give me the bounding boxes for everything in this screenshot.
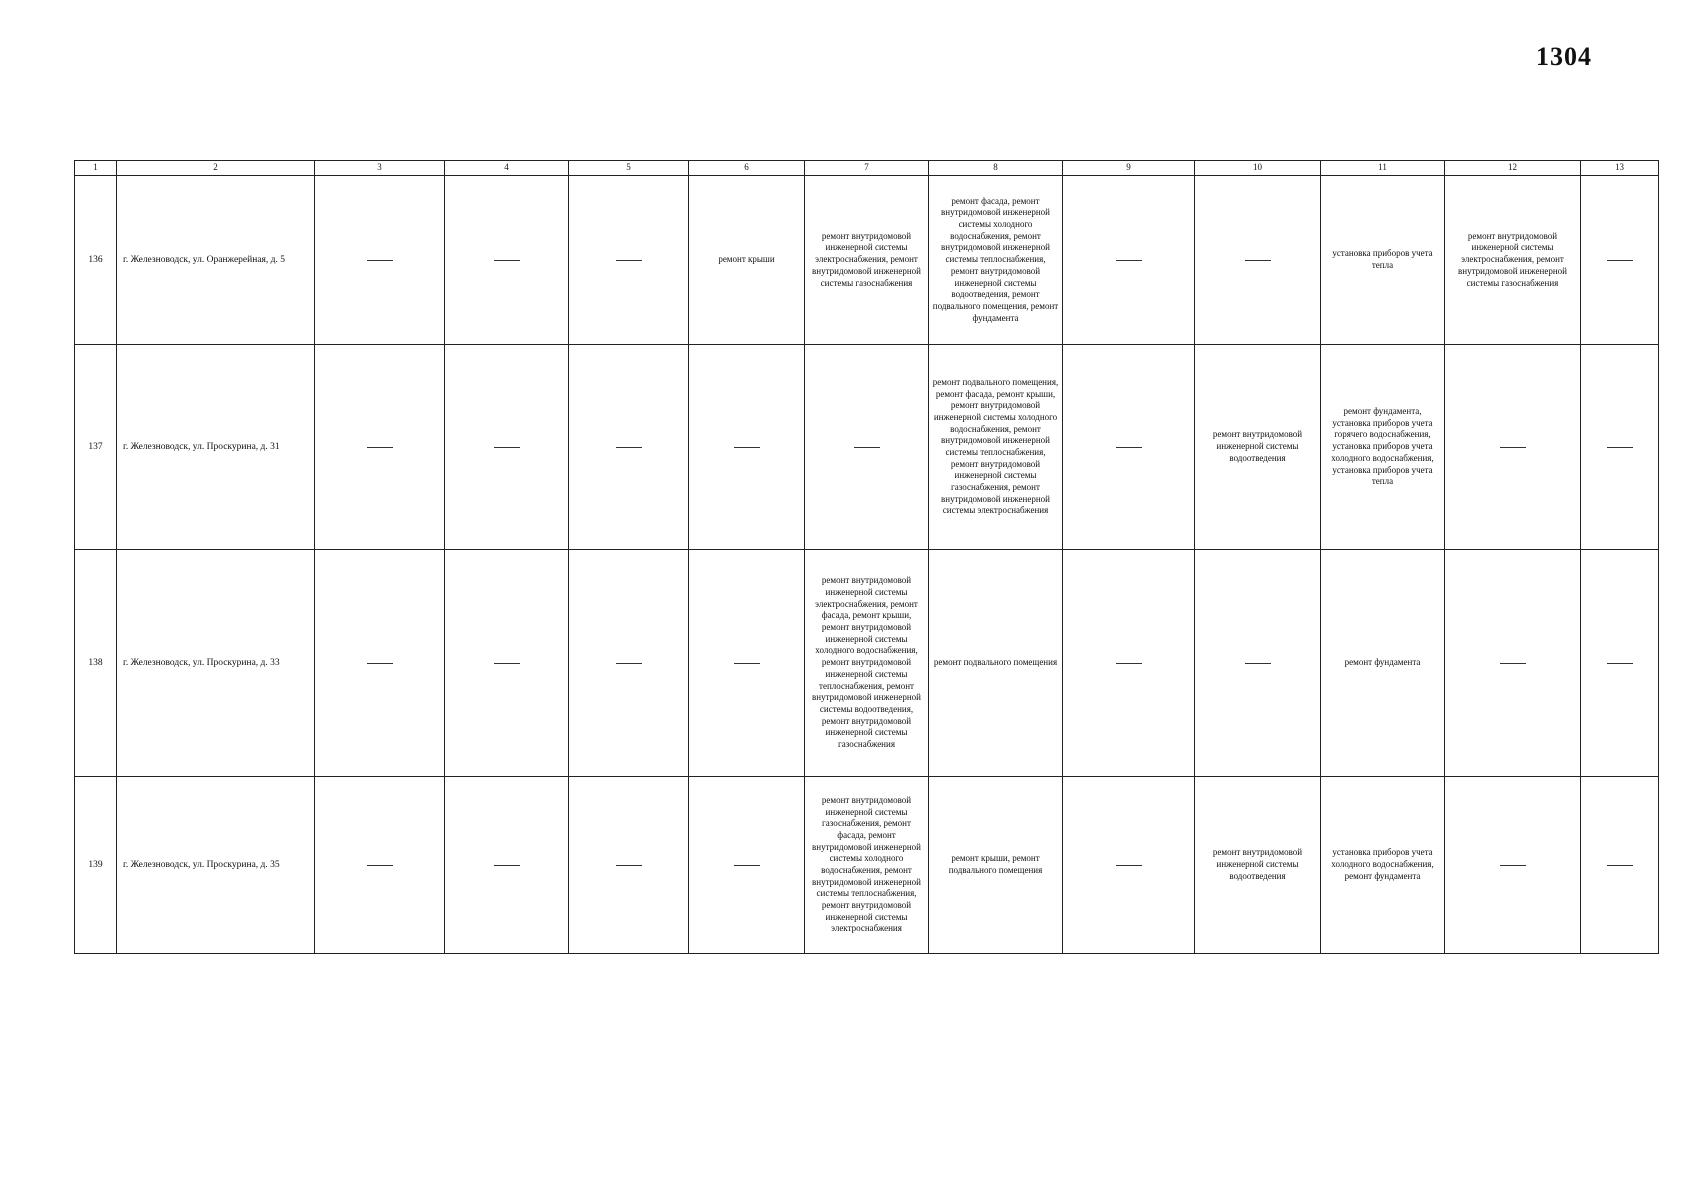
empty-dash (854, 447, 880, 448)
work-description: ремонт внутридомовой инженерной системы газоснабжения, ремонт фасада, ремонт внутридомовой инженерной системы холодного водоснабжения, ремонт внутридомовой инженерной системы теплоснабжения, ремонт внутридомовой инженерной системы электроснабжения (812, 794, 921, 934)
empty-dash (367, 447, 393, 448)
column-header-1: 1 (75, 161, 117, 176)
empty-dash (1500, 663, 1526, 664)
work-description: ремонт фундамента, установка приборов учета горячего водоснабжения, установка приборов учета холодного водоснабжения, установка приборов учета тепла (1331, 406, 1434, 487)
cell-col-8 (929, 176, 1063, 345)
column-header-13: 13 (1581, 161, 1659, 176)
cell-col-7 (805, 550, 929, 777)
work-description: ремонт крыши (718, 254, 775, 265)
column-header-2: 2 (117, 161, 315, 176)
cell-col-5 (569, 345, 689, 550)
column-header-8: 8 (929, 161, 1063, 176)
column-header-6: 6 (689, 161, 805, 176)
column-header-12: 12 (1445, 161, 1581, 176)
cell-col-13 (1581, 345, 1659, 550)
empty-dash (734, 865, 760, 866)
work-description: ремонт подвального помещения, ремонт фасада, ремонт крыши, ремонт внутридомовой инженерной системы холодного водоснабжения, ремонт внутридомовой инженерной системы теплоснабжения, ремонт внутридомовой инженерной системы газоснабжения, ремонт внутридомовой инженерной системы электроснабжения (932, 376, 1059, 516)
cell-col-8 (929, 345, 1063, 550)
work-description: установка приборов учета тепла (1332, 248, 1433, 270)
cell-col-10 (1195, 777, 1321, 954)
cell-col-10 (1195, 345, 1321, 550)
column-header-7: 7 (805, 161, 929, 176)
cell-col-3 (315, 176, 445, 345)
empty-dash (1116, 865, 1142, 866)
empty-dash (616, 663, 642, 664)
cell-col-12 (1445, 777, 1581, 954)
table-row (75, 345, 1659, 550)
empty-dash (734, 663, 760, 664)
empty-dash (616, 260, 642, 261)
empty-dash (1607, 663, 1633, 664)
empty-dash (616, 447, 642, 448)
work-description: ремонт внутридомовой инженерной системы электроснабжения, ремонт внутридомовой инженерной системы газоснабжения (1458, 230, 1567, 288)
row-address: г. Железноводск, ул. Проскурина, д. 33 (117, 550, 315, 777)
cell-col-7 (805, 777, 929, 954)
cell-col-13 (1581, 176, 1659, 345)
cell-col-3 (315, 345, 445, 550)
work-description: ремонт крыши, ремонт подвального помещения (948, 853, 1043, 875)
cell-col-7 (805, 176, 929, 345)
column-header-3: 3 (315, 161, 445, 176)
column-header-11: 11 (1321, 161, 1445, 176)
empty-dash (1607, 865, 1633, 866)
cell-col-6 (689, 550, 805, 777)
work-description: ремонт внутридомовой инженерной системы электроснабжения, ремонт внутридомовой инженерной системы газоснабжения (812, 230, 921, 288)
empty-dash (734, 447, 760, 448)
empty-dash (1500, 865, 1526, 866)
cell-col-4 (445, 777, 569, 954)
cell-col-8 (929, 777, 1063, 954)
row-address: г. Железноводск, ул. Оранжерейная, д. 5 (117, 176, 315, 345)
cell-col-6 (689, 176, 805, 345)
cell-col-9 (1063, 176, 1195, 345)
table-row (75, 176, 1659, 345)
cell-col-3 (315, 550, 445, 777)
cell-col-11 (1321, 777, 1445, 954)
work-description: ремонт внутридомовой инженерной системы водоотведения (1212, 847, 1303, 881)
cell-col-5 (569, 176, 689, 345)
cell-col-9 (1063, 777, 1195, 954)
cell-col-10 (1195, 176, 1321, 345)
empty-dash (1607, 260, 1633, 261)
cell-col-7 (805, 345, 929, 550)
empty-dash (1116, 663, 1142, 664)
cell-col-4 (445, 176, 569, 345)
empty-dash (494, 865, 520, 866)
row-number: 137 (75, 345, 117, 550)
works-table-wrapper (74, 160, 1658, 954)
empty-dash (1245, 260, 1271, 261)
cell-col-13 (1581, 550, 1659, 777)
cell-col-9 (1063, 550, 1195, 777)
empty-dash (1500, 447, 1526, 448)
work-description: ремонт подвального помещения (933, 657, 1058, 668)
cell-col-6 (689, 777, 805, 954)
cell-col-5 (569, 777, 689, 954)
empty-dash (1245, 663, 1271, 664)
empty-dash (1607, 447, 1633, 448)
cell-col-4 (445, 550, 569, 777)
table-row (75, 550, 1659, 777)
cell-col-3 (315, 777, 445, 954)
table-row (75, 777, 1659, 954)
cell-col-10 (1195, 550, 1321, 777)
work-description: ремонт фасада, ремонт внутридомовой инженерной системы холодного водоснабжения, ремонт внутридомовой инженерной системы теплоснабжения, ремонт внутридомовой инженерной системы водоотведения, ремонт подвального помещения, ремонт фундамента (932, 195, 1059, 323)
row-address: г. Железноводск, ул. Проскурина, д. 31 (117, 345, 315, 550)
empty-dash (494, 663, 520, 664)
column-number-row (75, 161, 1659, 176)
cell-col-12 (1445, 550, 1581, 777)
cell-col-12 (1445, 176, 1581, 345)
row-address: г. Железноводск, ул. Проскурина, д. 35 (117, 777, 315, 954)
empty-dash (1116, 260, 1142, 261)
cell-col-5 (569, 550, 689, 777)
work-description: ремонт внутридомовой инженерной системы электроснабжения, ремонт фасада, ремонт крыши, ремонт внутридомовой инженерной системы холодного водоснабжения, ремонт внутридомовой инженерной системы теплоснабжения, ремонт внутридомовой инженерной системы водоотведения, ремонт внутридомовой инженерной системы газоснабжения (812, 575, 921, 749)
empty-dash (494, 447, 520, 448)
work-description: ремонт внутридомовой инженерной системы водоотведения (1212, 429, 1303, 463)
cell-col-11 (1321, 345, 1445, 550)
empty-dash (1116, 447, 1142, 448)
cell-col-8 (929, 550, 1063, 777)
empty-dash (616, 865, 642, 866)
empty-dash (367, 865, 393, 866)
cell-col-6 (689, 345, 805, 550)
empty-dash (367, 260, 393, 261)
cell-col-11 (1321, 550, 1445, 777)
cell-col-11 (1321, 176, 1445, 345)
work-description: установка приборов учета холодного водоснабжения, ремонт фундамента (1331, 847, 1434, 881)
empty-dash (494, 260, 520, 261)
row-number: 138 (75, 550, 117, 777)
cell-col-12 (1445, 345, 1581, 550)
table-body (75, 176, 1659, 954)
column-header-9: 9 (1063, 161, 1195, 176)
row-number: 136 (75, 176, 117, 345)
column-header-10: 10 (1195, 161, 1321, 176)
row-number: 139 (75, 777, 117, 954)
column-header-5: 5 (569, 161, 689, 176)
work-description: ремонт фундамента (1344, 657, 1421, 668)
cell-col-4 (445, 345, 569, 550)
page-number: 1304 (1536, 42, 1592, 71)
works-table (74, 160, 1659, 954)
cell-col-9 (1063, 345, 1195, 550)
cell-col-13 (1581, 777, 1659, 954)
column-header-4: 4 (445, 161, 569, 176)
empty-dash (367, 663, 393, 664)
